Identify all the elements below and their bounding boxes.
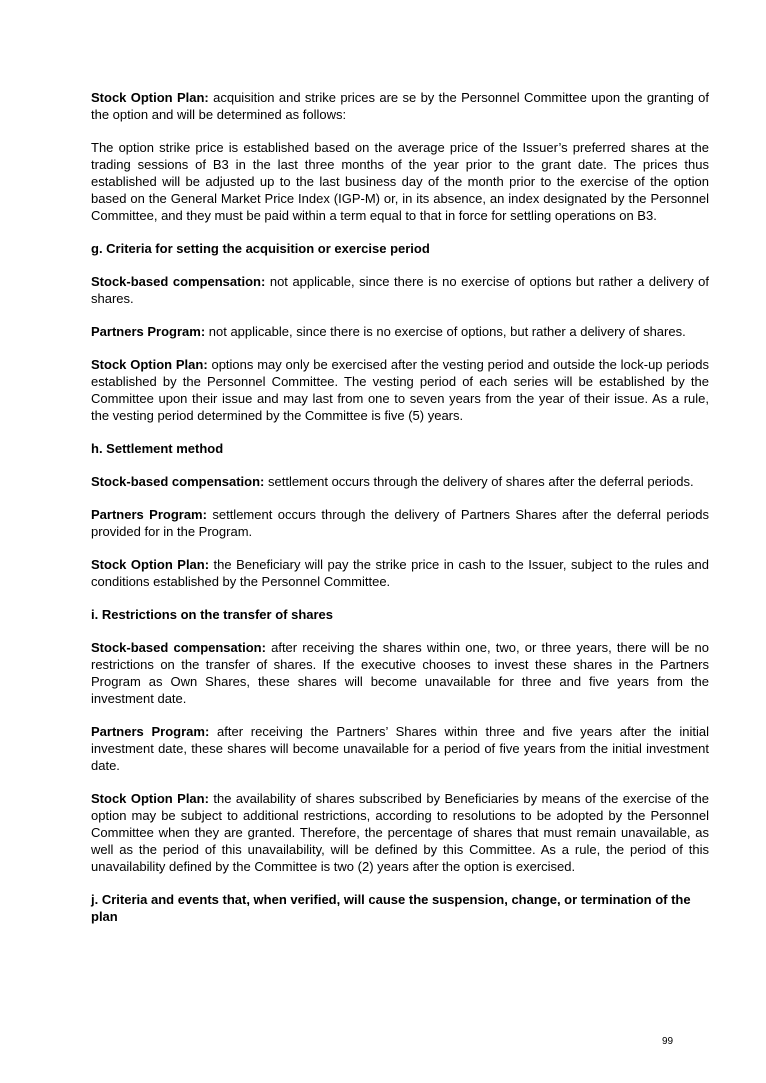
term-label: Stock-based compensation:	[91, 274, 266, 289]
paragraph-h-partners	[91, 506, 709, 540]
term-label: Stock-based compensation:	[91, 640, 266, 655]
paragraph-text: The option strike price is established based on the average price of the Issuer’s preferred shares at the trading sessions of B3 in the last three months of the year prior to the grant date. The prices thus established will be adjusted up to the last business day of the month prior to the exercise of the option based on the General Market Price Index (IGP-M) or, in its absence, an index designated by the Personnel Committee, and they must be paid within a term equal to that in force for settling operations on B3.	[91, 140, 709, 223]
paragraph-text: settlement occurs through the delivery of shares after the deferral periods.	[264, 474, 694, 489]
paragraph-h-stock-option	[91, 556, 709, 590]
term-label: Stock Option Plan:	[91, 557, 210, 572]
paragraph-text: options may only be exercised after the vesting period and outside the lock-up periods established by the Personnel Committee. The vesting period of each series will be established by the Committee upon their issue and may last from one to seven years from the year of their issue. As a rule, the vesting period determined by the Committee is five (5) years.	[91, 357, 709, 423]
term-label: Stock-based compensation:	[91, 474, 265, 489]
section-heading-h: h. Settlement method	[91, 441, 224, 456]
paragraph-text: the Beneficiary will pay the strike price in cash to the Issuer, subject to the rules and conditions established by the Personnel Committee.	[91, 557, 709, 589]
paragraph-text: not applicable, since there is no exercise of options, but rather a delivery of shares.	[205, 324, 686, 339]
term-label: Partners Program:	[91, 724, 210, 739]
paragraph-i-stock-option	[91, 790, 709, 875]
paragraph-text: the availability of shares subscribed by Beneficiaries by means of the exercise of the option may be subject to additional restrictions, according to resolutions to be adopted by the Personnel Committee when they are granted. Therefore, the percentage of shares that must remain unavailable, as well as the period of this unavailability, will be defined by this Committee. As a rule, the period of this unavailability defined by the Committee is two (2) years after the option is exercised.	[91, 791, 709, 874]
paragraph-g-stock-option	[91, 356, 709, 424]
term-label: Stock Option Plan:	[91, 357, 208, 372]
paragraph-g-stock-based	[91, 273, 709, 307]
paragraph-text: not applicable, since there is no exercise of options but rather a delivery of shares.	[91, 274, 709, 306]
paragraph-i-stock-based	[91, 639, 709, 707]
term-label: Partners Program:	[91, 507, 207, 522]
paragraph-i-partners	[91, 723, 709, 774]
page-number: 99	[662, 1036, 674, 1047]
paragraph-text: acquisition and strike prices are se by the Personnel Committee upon the granting of the option and will be determined as follows:	[91, 90, 709, 122]
paragraph-text: settlement occurs through the delivery of Partners Shares after the deferral periods provided for in the Program.	[91, 507, 709, 539]
term-label: Partners Program:	[91, 324, 206, 339]
term-label: Stock Option Plan:	[91, 90, 209, 105]
section-heading-j: j. Criteria and events that, when verified, will cause the suspension, change, or termination of the plan	[91, 892, 691, 924]
term-label: Stock Option Plan:	[91, 791, 209, 806]
paragraph-text: after receiving the Partners’ Shares within three and five years after the initial investment date, these shares will become unavailable for a period of five years from the initial investment date.	[91, 724, 709, 773]
paragraph-text: after receiving the shares within one, two, or three years, there will be no restrictions on the transfer of shares. If the executive chooses to invest these shares in the Partners Program as Own Shares, these shares will become unavailable for three and five years from the investment date.	[91, 640, 709, 706]
section-heading-g: g. Criteria for setting the acquisition or exercise period	[91, 241, 430, 256]
section-heading-i: i. Restrictions on the transfer of shares	[91, 607, 334, 622]
paragraph-strike-price	[91, 139, 709, 224]
document-page	[91, 89, 709, 941]
paragraph-g-partners	[91, 323, 709, 340]
paragraph-f-stock-option-plan	[91, 89, 709, 123]
paragraph-h-stock-based	[91, 473, 709, 490]
